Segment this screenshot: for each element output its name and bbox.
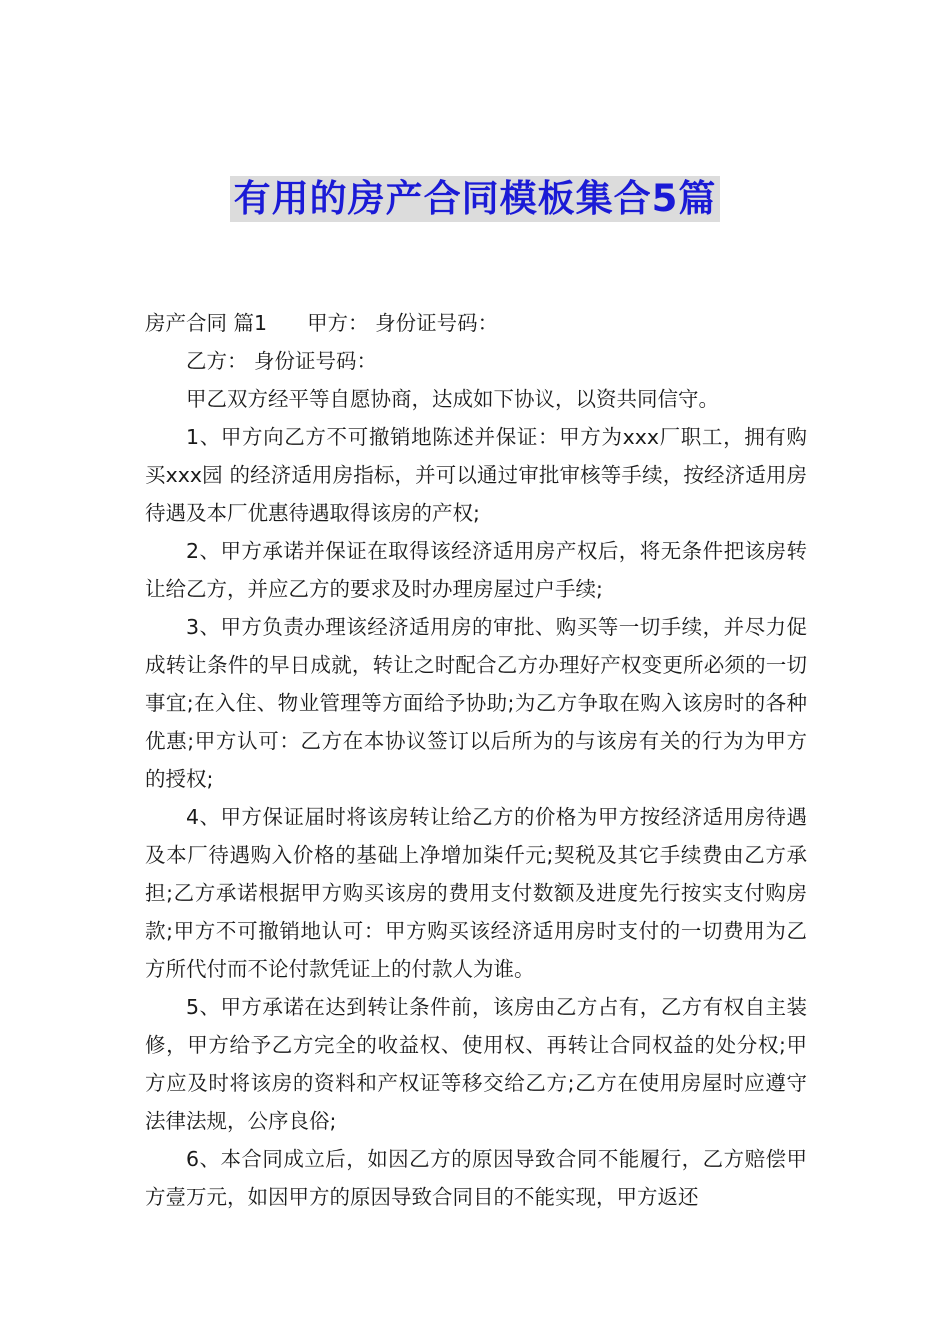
party-a-line: 甲方： 身份证号码：	[307, 311, 499, 335]
contract-label: 房产合同 篇1	[145, 311, 268, 335]
paragraph-clause-3: 3、甲方负责办理该经济适用房的审批、购买等一切手续，并尽力促成转让条件的早日成就，转让之时配合乙方办理好产权变更所必须的一切事宜;在入住、物业管理等方面给予协助;为乙方争取在购入该房时的各种优惠;甲方认可：乙方在本协议签订以后所为的与该房有关的行为为甲方的授权;	[145, 615, 807, 791]
paragraph-clause-2: 2、甲方承诺并保证在取得该经济适用房产权后，将无条件把该房转让给乙方，并应乙方的要求及时办理房屋过户手续;	[145, 539, 807, 601]
paragraph-clause-6: 6、本合同成立后，如因乙方的原因导致合同不能履行，乙方赔偿甲方壹万元，如因甲方的原因导致合同目的不能实现，甲方返还	[145, 1147, 807, 1209]
paragraph-clause-4: 4、甲方保证届时将该房转让给乙方的价格为甲方按经济适用房待遇及本厂待遇购入价格的基础上净增加柒仟元;契税及其它手续费由乙方承担;乙方承诺根据甲方购买该房的费用支付数额及进度先行按实支付购房款;甲方不可撤销地认可：甲方购买该经济适用房时支付的一切费用为乙方所代付而不论付款凭证上的付款人为谁。	[145, 805, 807, 981]
paragraph-intro: 甲乙双方经平等自愿协商，达成如下协议，以资共同信守。	[186, 387, 719, 411]
contract-header-line	[145, 304, 807, 342]
paragraph-party-b: 乙方： 身份证号码：	[186, 349, 378, 373]
document-title: 有用的房产合同模板集合5篇	[230, 176, 721, 222]
document-body	[145, 304, 807, 1216]
paragraph-clause-5: 5、甲方承诺在达到转让条件前，该房由乙方占有，乙方有权自主装修，甲方给予乙方完全的收益权、使用权、再转让合同权益的处分权;甲方应及时将该房的资料和产权证等移交给乙方;乙方在使用房屋时应遵守法律法规，公序良俗;	[145, 995, 807, 1133]
paragraph-clause-1: 1、甲方向乙方不可撤销地陈述并保证：甲方为xxx厂职工，拥有购买xxx园 的经济适用房指标，并可以通过审批审核等手续，按经济适用房待遇及本厂优惠待遇取得该房的产权;	[145, 425, 807, 525]
title-container	[0, 176, 950, 222]
